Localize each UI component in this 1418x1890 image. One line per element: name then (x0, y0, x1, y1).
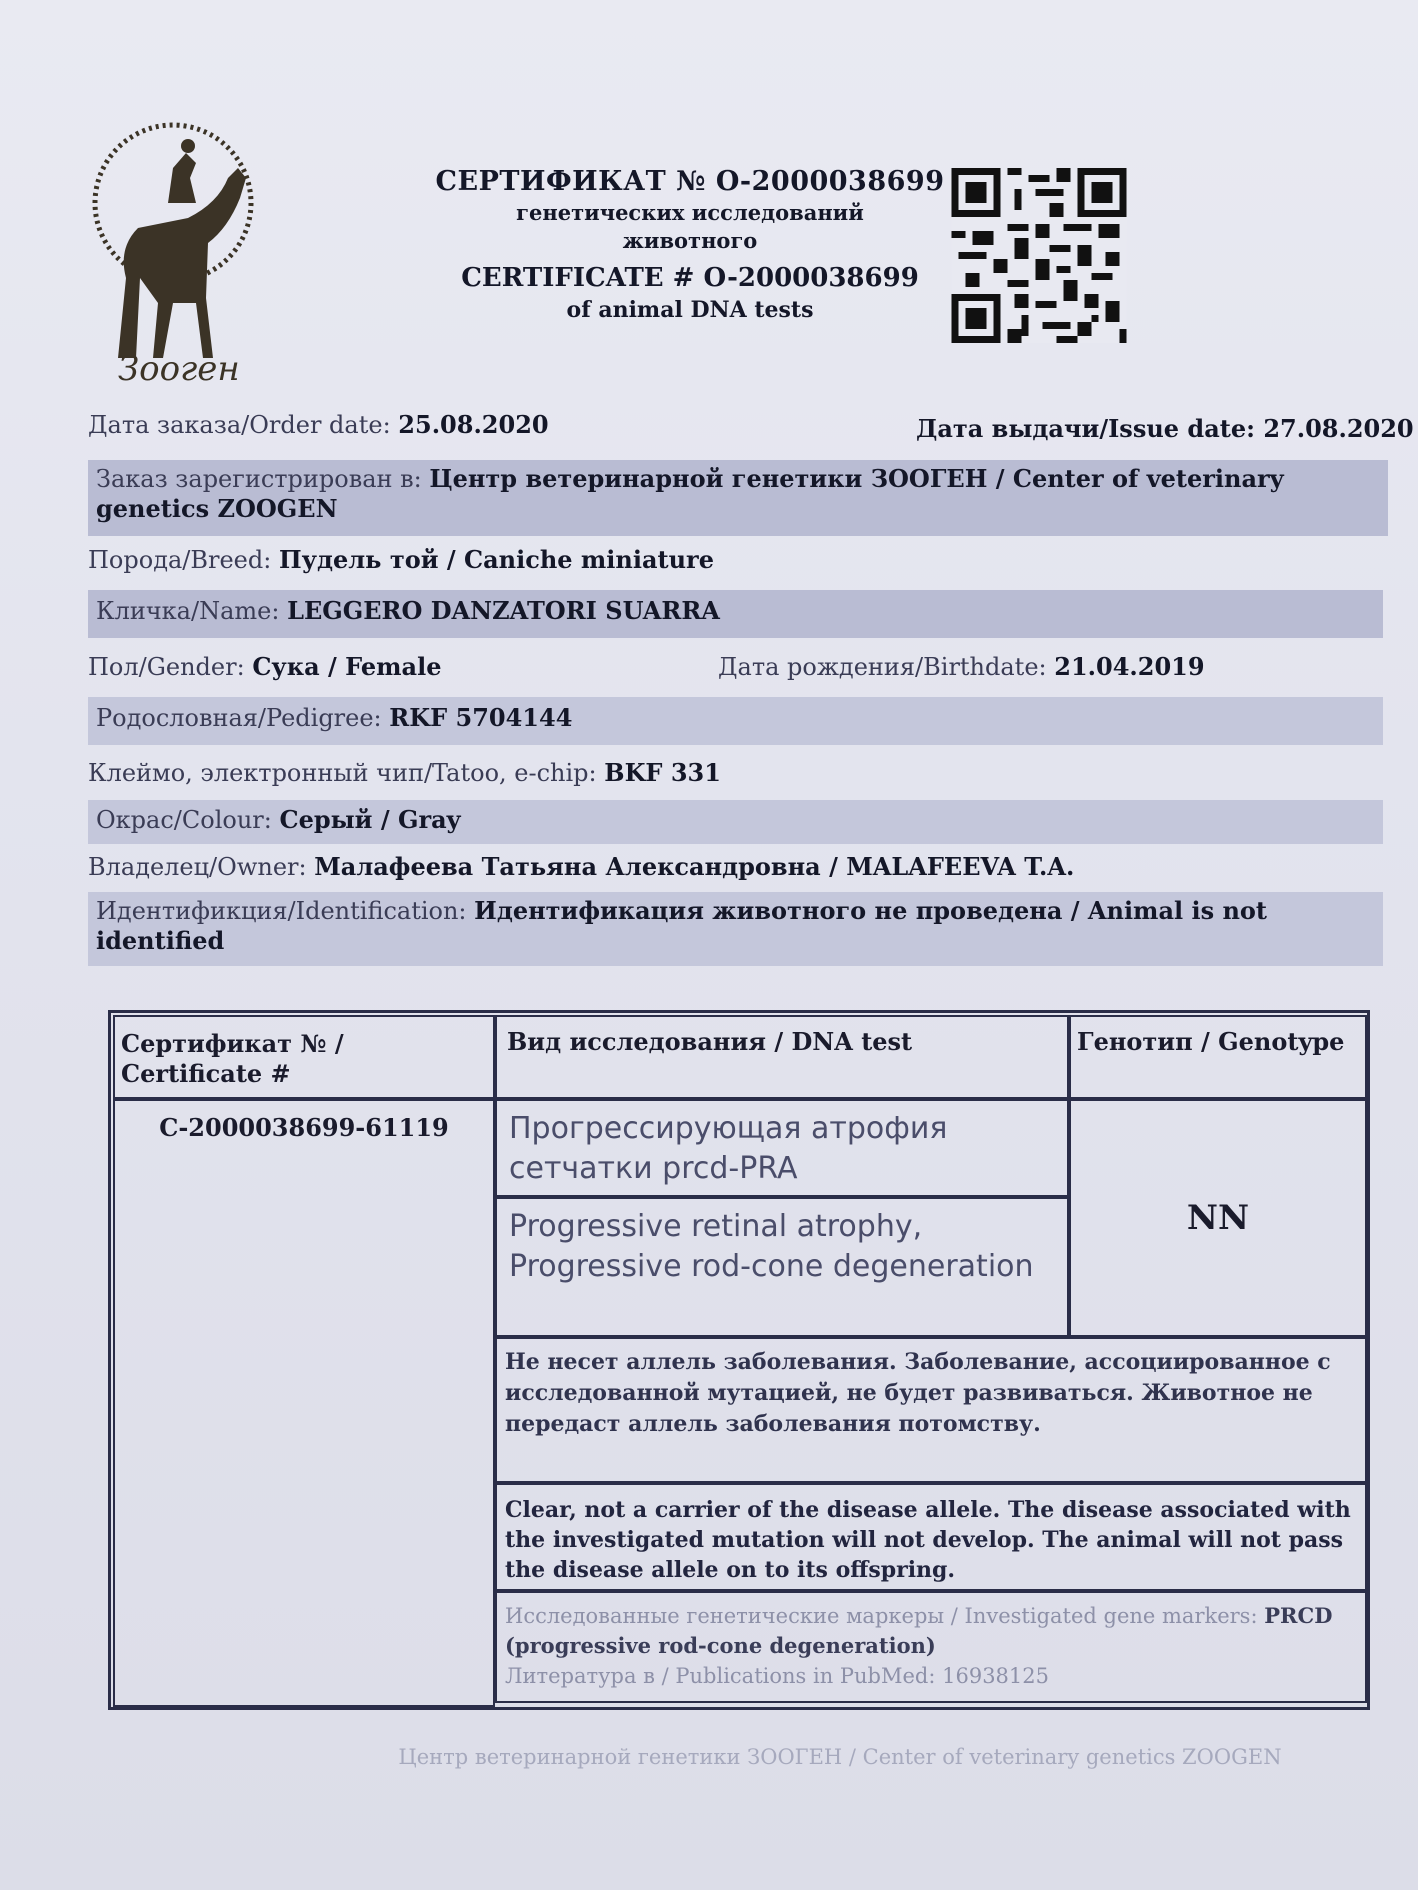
header-genotype: Генотип / Genotype (1069, 1015, 1367, 1099)
pedigree-row (88, 697, 1383, 745)
header-dna-test: Вид исследования / DNA test (495, 1015, 1069, 1099)
breed-label: Порода/Breed: (88, 546, 272, 574)
name-label: Кличка/Name: (96, 597, 280, 625)
order-date-value: 25.08.2020 (398, 410, 549, 439)
chip-value: BKF 331 (604, 758, 721, 787)
certificate-title (430, 165, 950, 325)
colour-value: Серый / Gray (279, 805, 461, 834)
colour-row (88, 800, 1383, 844)
registered-label: Заказ зарегистрирован в: (96, 465, 422, 493)
genotype-value: NN (1069, 1099, 1367, 1337)
issue-date-label: Дата выдачи/Issue date: (916, 414, 1255, 443)
test-name-en: Progressive retinal atrophy, Progressive rod-cone degeneration (495, 1197, 1069, 1337)
owner-label: Владелец/Owner: (88, 853, 307, 881)
results-table (108, 1010, 1370, 1710)
gender-label: Пол/Gender: (88, 653, 245, 681)
certificate-number: С-2000038699-61119 (113, 1099, 495, 1707)
result-ru: Не несет аллель заболевания. Заболевание, ассоциированное с исследованной мутацией, не будет развиваться. Животное не передаст аллель заболевания потомству. (495, 1337, 1367, 1483)
birthdate-label: Дата рождения/Birthdate: (718, 653, 1047, 681)
publications: Литература в / Publications in PubMed: 16938125 (505, 1664, 1050, 1688)
gender-row (88, 652, 441, 682)
subtitle-ru-2: животного (622, 228, 758, 253)
registered-row (88, 460, 1388, 536)
gender-value: Сука / Female (252, 652, 442, 681)
breed-row (88, 545, 714, 575)
issue-date-row (916, 414, 1414, 443)
order-date-row (88, 410, 549, 440)
result-en: Clear, not a carrier of the disease allele. The disease associated with the investigated mutation will not develop. The animal will not pass the disease allele on to its offspring. (495, 1483, 1367, 1591)
footer-text: Центр ветеринарной генетики ЗООГЕН / Center of veterinary genetics ZOOGEN (398, 1745, 1282, 1769)
name-value: LEGGERO DANZATORI SUARRA (287, 596, 720, 625)
title-en: CERTIFICATE # O-2000038699 (461, 263, 919, 293)
registered-value: Центр ветеринарной генетики ЗООГЕН / Center of veterinary genetics ZOOGEN (96, 464, 1284, 523)
issue-date-value: 27.08.2020 (1263, 414, 1414, 443)
subtitle-en: of animal DNA tests (566, 297, 814, 323)
header-certificate: Сертификат № / Certificate # (113, 1015, 495, 1099)
zoogen-horse-logo (78, 108, 268, 388)
markers-value: PRCD (progressive rod-cone degeneration) (505, 1603, 1333, 1658)
birthdate-row (718, 652, 1205, 682)
chip-row (88, 758, 721, 788)
identification-value: Идентификация животного не проведена / Animal is not identified (96, 896, 1267, 955)
chip-label: Клеймо, электронный чип/Tatoo, e-chip: (88, 759, 597, 787)
identification-label: Идентификция/Identification: (96, 897, 467, 925)
markers-cell (495, 1591, 1367, 1703)
breed-value: Пудель той / Caniche miniature (278, 545, 714, 574)
name-row (88, 590, 1383, 638)
order-date-label: Дата заказа/Order date: (88, 411, 391, 439)
birthdate-value: 21.04.2019 (1054, 652, 1205, 681)
subtitle-ru-1: генетических исследований (516, 200, 864, 225)
qr-code (950, 168, 1128, 343)
test-name-ru: Прогрессирующая атрофия сетчатки prcd-PRA (495, 1099, 1069, 1197)
identification-row (88, 892, 1383, 966)
owner-value: Малафеева Татьяна Александровна / MALAFEEVA T.A. (314, 852, 1075, 881)
owner-row (88, 852, 1074, 882)
markers-label: Исследованные генетические маркеры / Investigated gene markers: (505, 1604, 1258, 1628)
title-ru: СЕРТИФИКАТ № О-2000038699 (435, 166, 945, 197)
svg-text:Зооген: Зооген (118, 349, 240, 388)
pedigree-value: RKF 5704144 (389, 703, 573, 732)
colour-label: Окрас/Colour: (96, 806, 272, 834)
pedigree-label: Родословная/Pedigree: (96, 704, 382, 732)
